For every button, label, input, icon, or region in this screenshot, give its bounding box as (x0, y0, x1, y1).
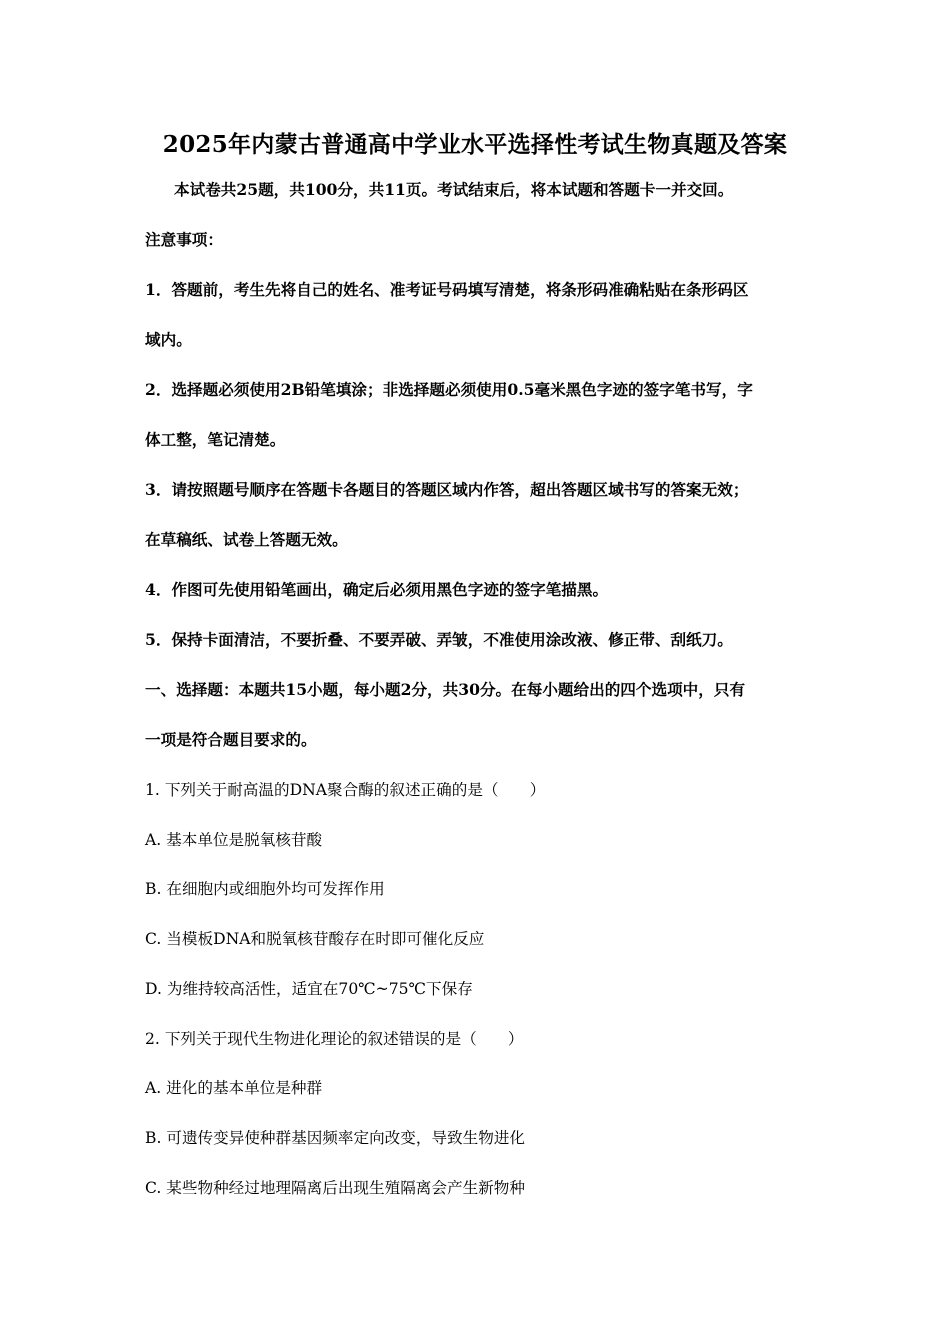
section-heading: 一、选择题：本题共15小题，每小题2分，共30分。在每小题给出的四个选项中，只有 (145, 680, 746, 699)
notice-line: 2．选择题必须使用2B铅笔填涂；非选择题必须使用0.5毫米黑色字迹的签字笔书写，字 (145, 380, 753, 399)
question-option: D. 为维持较高活性，适宜在70℃~75℃下保存 (145, 980, 473, 998)
notice-line: 5．保持卡面清洁，不要折叠、不要弄破、弄皱，不准使用涂改液、修正带、刮纸刀。 (145, 630, 733, 649)
question-option: A. 基本单位是脱氧核苷酸 (145, 831, 323, 849)
question-option: C. 某些物种经过地理隔离后出现生殖隔离会产生新物种 (145, 1179, 525, 1197)
notice-line: 3．请按照题号顺序在答题卡各题目的答题区域内作答，超出答题区域书写的答案无效； (145, 480, 749, 499)
exam-intro: 本试卷共25题，共100分，共11页。考试结束后，将本试题和答题卡一并交回。 (174, 180, 734, 199)
notice-heading: 注意事项： (145, 230, 223, 249)
notice-line: 体工整，笔记清楚。 (145, 430, 286, 449)
question-option: A. 进化的基本单位是种群 (145, 1079, 323, 1097)
notice-line: 1．答题前，考生先将自己的姓名、准考证号码填写清楚，将条形码准确粘贴在条形码区 (145, 280, 749, 299)
question-stem: 1. 下列关于耐高温的DNA聚合酶的叙述正确的是（ ） (145, 781, 546, 799)
notice-line: 在草稿纸、试卷上答题无效。 (145, 530, 348, 549)
notice-line: 4．作图可先使用铅笔画出，确定后必须用黑色字迹的签字笔描黑。 (145, 580, 609, 599)
notice-line: 域内。 (145, 330, 192, 349)
question-stem: 2. 下列关于现代生物进化理论的叙述错误的是（ ） (145, 1030, 524, 1048)
section-heading: 一项是符合题目要求的。 (145, 730, 317, 749)
question-option: B. 可遗传变异使种群基因频率定向改变，导致生物进化 (145, 1129, 526, 1147)
question-option: C. 当模板DNA和脱氧核苷酸存在时即可催化反应 (145, 930, 485, 948)
question-option: B. 在细胞内或细胞外均可发挥作用 (145, 880, 385, 898)
document-title: 2025年内蒙古普通高中学业水平选择性考试生物真题及答案 (162, 131, 788, 158)
